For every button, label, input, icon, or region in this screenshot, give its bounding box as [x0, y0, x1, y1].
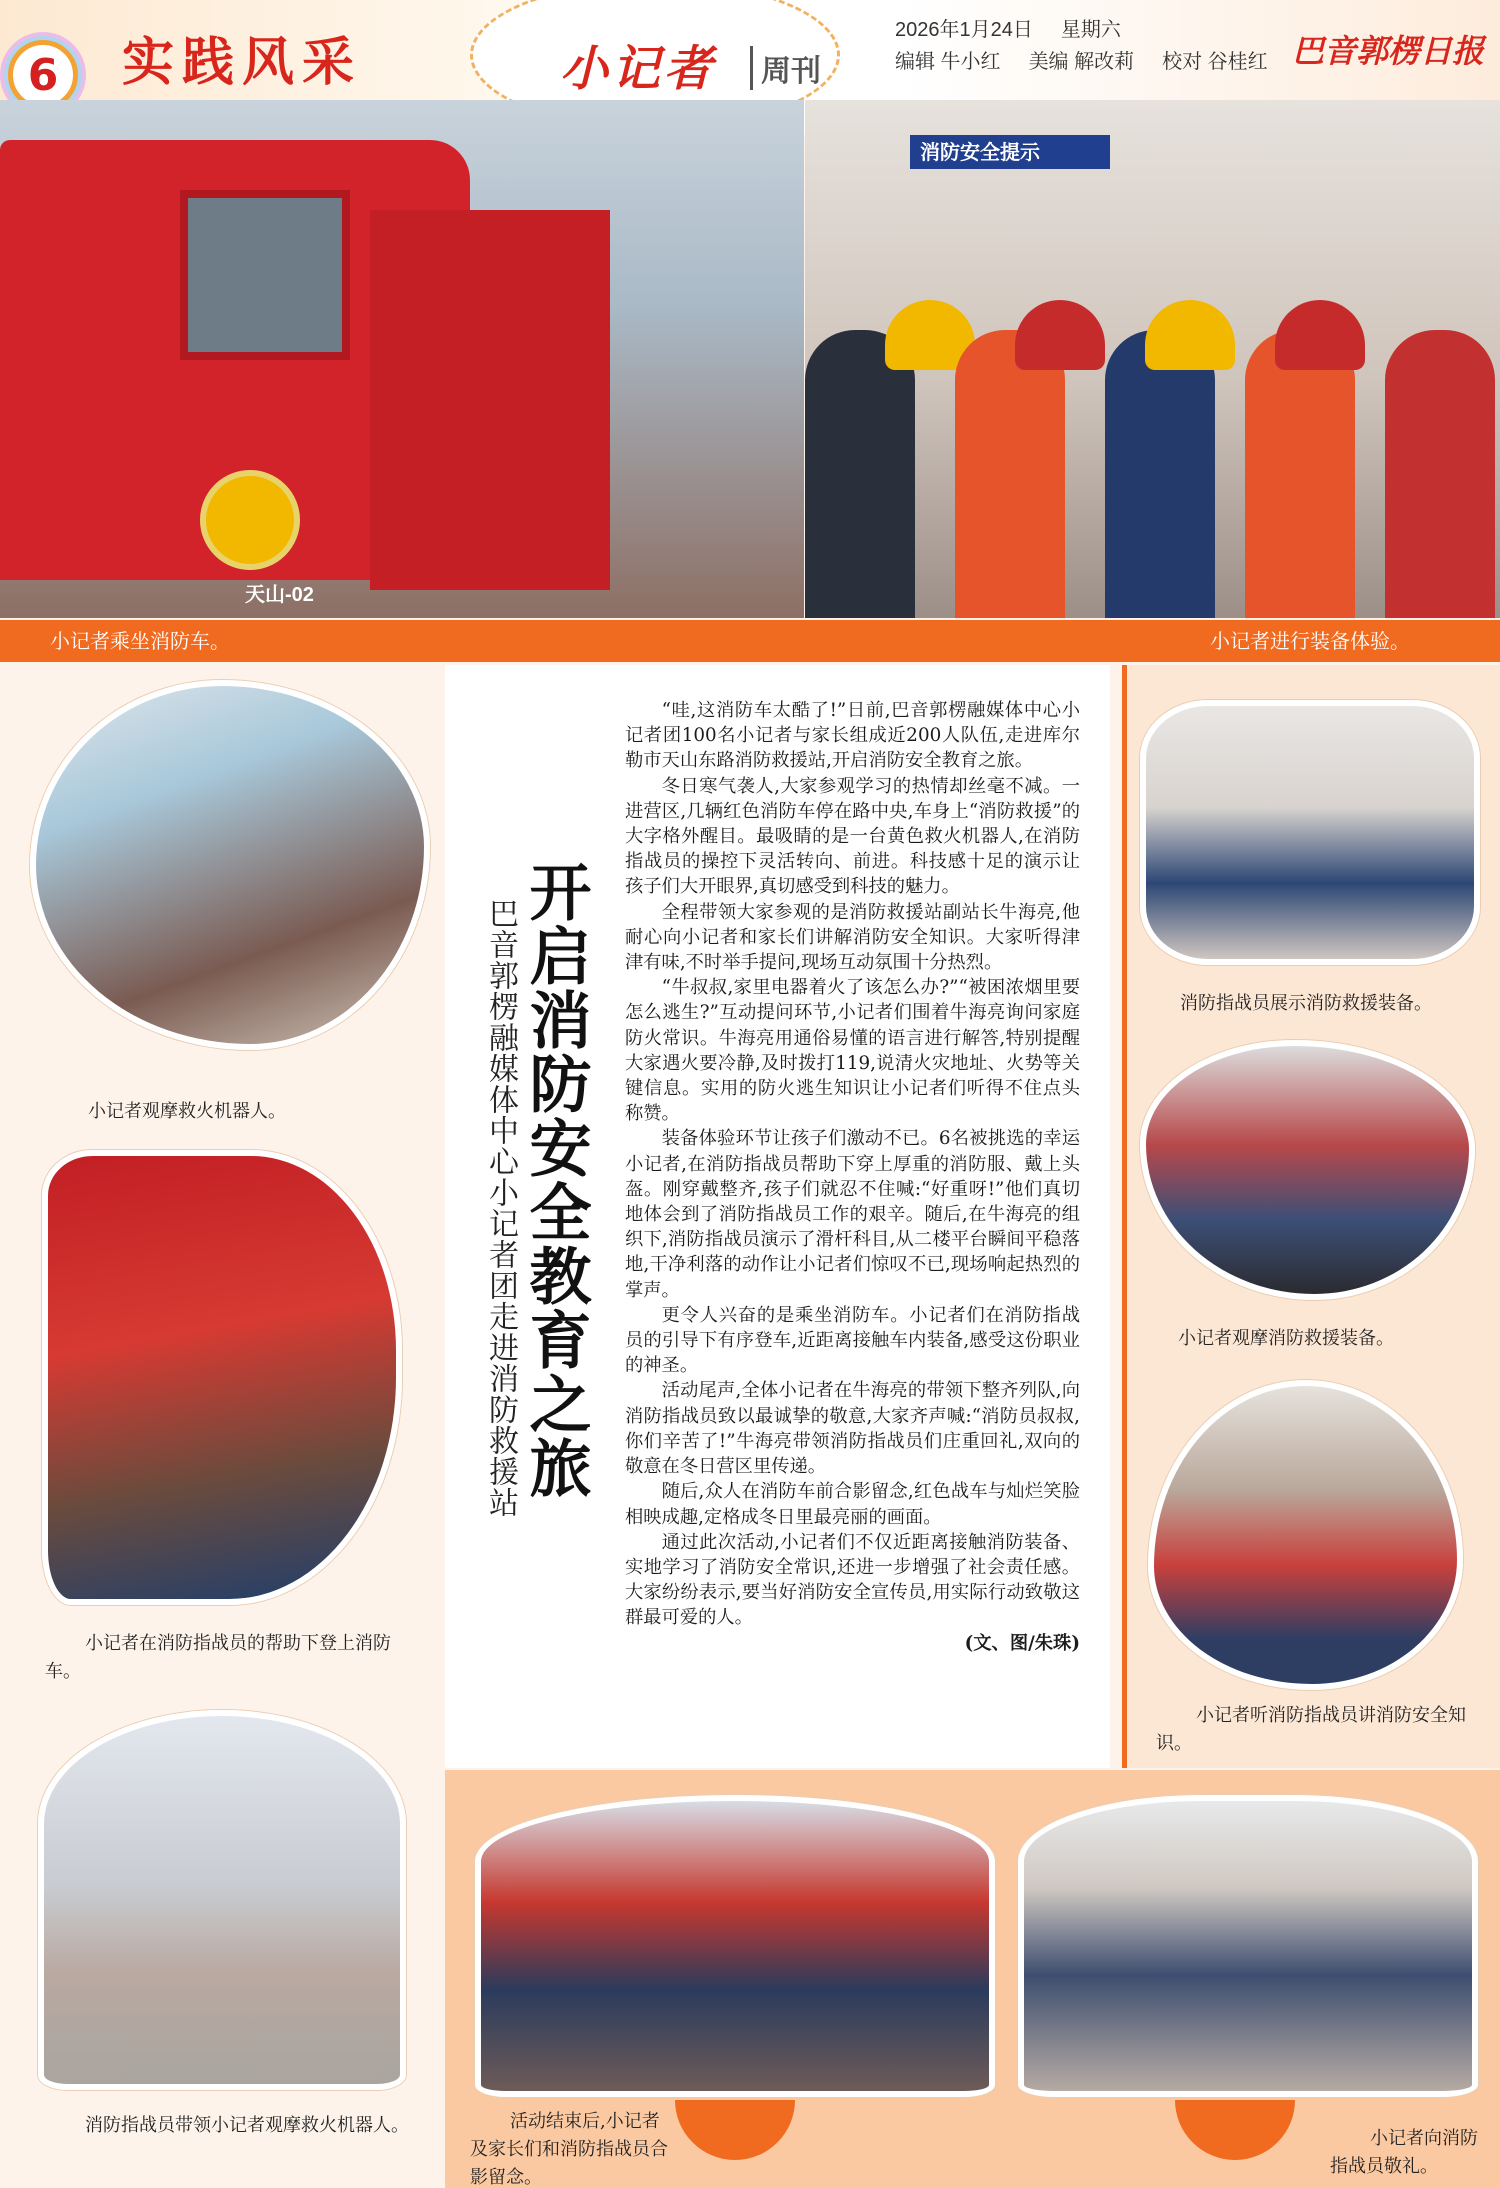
caption-salute: 小记者向消防指战员敬礼。	[1330, 2128, 1478, 2177]
kid-figure	[1245, 330, 1355, 618]
top-caption-bar	[0, 620, 1500, 662]
caption-board-truck: 小记者在消防指战员的帮助下登上消防车。	[45, 1633, 391, 1682]
kid-figure	[1105, 330, 1215, 618]
photo-equipment-display	[1140, 700, 1480, 965]
fire-emblem-icon	[200, 470, 300, 570]
section-title: 实践风采	[122, 32, 363, 93]
caption-safety-talk: 小记者听消防指战员讲消防安全知识。	[1156, 1705, 1466, 1754]
truck-plate: 天山-02	[245, 584, 314, 606]
article-paragraph: 通过此次活动,小记者们不仅近距离接触消防装备、实地学习了消防安全常识,还进一步增强了社会责任感。大家纷纷表示,要当好消防安全宣传员,用实际行动致敬这群最可爱的人。	[625, 1531, 1080, 1629]
helmet-icon	[1275, 300, 1365, 370]
photo-fire-truck	[0, 100, 804, 618]
kid-figure	[955, 330, 1065, 618]
brand-title: 小记者	[560, 41, 717, 97]
caption-equipment-display: 消防指战员展示消防救援装备。	[1180, 993, 1432, 1014]
article-paragraph: “牛叔叔,家里电器着火了该怎么办?”“被困浓烟里要怎么逃生?”互动提问环节,小记者们围着牛海亮询问家庭防火常识。牛海亮用通俗易懂的语言进行解答,特别提醒大家遇火要冷静,及时拨打119,说清火灾地址、火势等关键信息。实用的防火逃生知识让小记者们听得不住点头称赞。	[625, 977, 1080, 1125]
brand-subtitle: 周刊	[750, 46, 821, 90]
article-headline: 开启消防安全教育之旅	[519, 860, 592, 1500]
issue-date: 2026年1月24日	[895, 19, 1033, 41]
issue-meta	[895, 14, 1296, 78]
article-paragraph: 活动尾声,全体小记者在牛海亮的带领下整齐列队,向消防指战员致以最诚挚的敬意,大家齐声喊:“消防员叔叔,你们辛苦了!”牛海亮带领消防指战员们庄重回礼,双向的敬意在冬日营区里传递。	[625, 1380, 1080, 1478]
article-paragraph: 装备体验环节让孩子们激动不已。6名被挑选的幸运小记者,在消防指战员帮助下穿上厚重的消防服、戴上头盔。刚穿戴整齐,孩子们就忍不住喊:“好重呀!”他们真切地体会到了消防指战员工作的艰辛。随后,在牛海亮的组织下,消防指战员演示了滑杆科目,从二楼平台瞬间平稳落地,干净利落的动作让小记者们惊叹不已,现场响起热烈的掌声。	[625, 1128, 1080, 1301]
caption-equipment-observe: 小记者观摩消防救援装备。	[1178, 1328, 1394, 1349]
safety-sign: 消防安全提示	[910, 135, 1110, 169]
proofreader-credit: 校对 谷桂红	[1162, 51, 1268, 73]
article-paragraph: 更令人兴奋的是乘坐消防车。小记者们在消防指战员的引导下有序登车,近距离接触车内装备,感受这份职业的神圣。	[625, 1304, 1080, 1377]
photo-gear-experience	[805, 100, 1500, 618]
caption-group-photo: 活动结束后,小记者及家长们和消防指战员合影留念。	[470, 2111, 668, 2188]
caption-gear-experience: 小记者进行装备体验。	[1210, 629, 1410, 653]
caption-robot-guide: 消防指战员带领小记者观摩救火机器人。	[85, 2115, 409, 2136]
designer-credit: 美编 解改莉	[1028, 51, 1135, 73]
truck-window-shape	[180, 190, 350, 360]
editor-credit: 编辑 牛小红	[895, 51, 1001, 73]
caption-robot-observe: 小记者观摩救火机器人。	[88, 1101, 286, 1122]
article-body	[625, 698, 1080, 1656]
photo-salute	[1018, 1795, 1478, 2097]
truck-second-shape	[370, 210, 610, 590]
issue-weekday: 星期六	[1060, 19, 1121, 41]
photo-robot-guide	[38, 1710, 406, 2090]
helmet-icon	[1145, 300, 1235, 370]
helmet-icon	[1015, 300, 1105, 370]
photo-group-photo	[475, 1795, 995, 2097]
article-byline: (文、图/朱珠)	[964, 1632, 1080, 1654]
article-paragraph: 全程带领大家参观的是消防救援站副站长牛海亮,他耐心向小记者和家长们讲解消防安全知识。大家听得津津有味,不时举手提问,现场互动氛围十分热烈。	[625, 901, 1080, 974]
caption-truck-ride: 小记者乘坐消防车。	[50, 629, 230, 653]
kid-figure	[805, 330, 915, 618]
article-paragraph: 随后,众人在消防车前合影留念,红色战车与灿烂笑脸相映成趣,定格成冬日里最亮丽的画面。	[625, 1481, 1080, 1528]
page-number: 6	[8, 40, 78, 110]
photo-board-truck	[42, 1150, 402, 1605]
kid-figure	[1385, 330, 1495, 618]
article-paragraph: “哇,这消防车太酷了!”日前,巴音郭楞融媒体中心小记者团100名小记者与家长组成近200人队伍,走进库尔勒市天山东路消防救援站,开启消防安全教育之旅。	[625, 700, 1080, 772]
article-subhead: 巴音郭楞融媒体中心小记者团走进消防救援站	[483, 898, 518, 1518]
photo-robot-observe	[30, 680, 430, 1050]
newspaper-name: 巴音郭楞日报	[1292, 32, 1485, 70]
article-paragraph: 冬日寒气袭人,大家参观学习的热情却丝毫不减。一进营区,几辆红色消防车停在路中央,车身上“消防救援”的大字格外醒目。最吸睛的是一台黄色救火机器人,在消防指战员的操控下灵活转向、前进。科技感十足的演示让孩子们大开眼界,真切感受到科技的魅力。	[625, 775, 1080, 898]
